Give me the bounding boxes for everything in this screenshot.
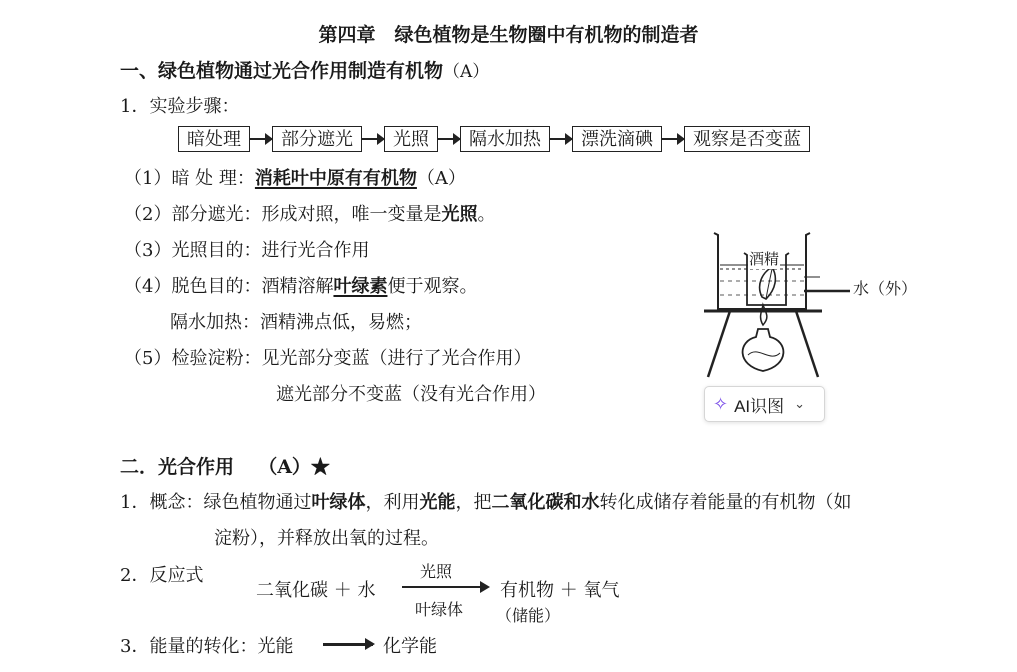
item-label: （1）暗 处 理：: [124, 168, 255, 189]
arrow-right-icon: [662, 138, 684, 140]
step-box: 观察是否变蓝: [684, 126, 810, 152]
item-suffix: （A）: [416, 168, 466, 189]
section1-heading-text: 一、绿色植物通过光合作用制造有机物: [120, 60, 444, 82]
energy-to: 化学能: [383, 636, 437, 657]
energy-from: 光能: [257, 636, 294, 657]
figure-label-water: 水（外）: [853, 279, 918, 298]
item-label: （3）光照目的：: [124, 240, 262, 261]
item-text: 形成对照，唯一变量是: [261, 204, 442, 225]
item-4: [124, 272, 477, 298]
concept-text: ，利用: [365, 492, 420, 513]
equation-note: （储能）: [496, 606, 561, 625]
chapter-title: 第四章 绿色植物是生物圈中有机物的制造者: [318, 24, 699, 46]
item-label: （2）部分遮光：: [124, 204, 262, 225]
item-water-heating: [170, 308, 422, 334]
item-suffix: 。: [477, 204, 496, 225]
sparkle-icon: ✧: [713, 393, 729, 414]
item-5: [124, 344, 531, 370]
section2-grade: （A）★: [258, 456, 330, 478]
step-box: 隔水加热: [460, 126, 550, 152]
experiment-steps-flow: [178, 124, 810, 154]
item-label: （4）脱色目的：: [124, 276, 262, 297]
item-2: [124, 200, 495, 226]
figure-label-alcohol: 酒精: [749, 250, 780, 268]
item-suffix: 便于观察。: [387, 276, 478, 297]
item-1: [124, 164, 466, 190]
section2-heading: [120, 452, 330, 479]
step-box: 光照: [384, 126, 438, 152]
item-3: [124, 236, 369, 262]
energy-line: [120, 632, 293, 658]
energy-arrow-icon: [323, 643, 373, 646]
arrow-right-icon: [250, 138, 272, 140]
step-box: 漂洗滴碘: [572, 126, 662, 152]
item-text: 酒精沸点低，易燃；: [260, 312, 422, 333]
item-label: 隔水加热：: [170, 312, 260, 333]
equation-condition-above: 光照: [420, 562, 453, 581]
equation-right: 有机物 ＋ 氧气: [500, 580, 620, 601]
concept-label: 1．概念：: [120, 492, 204, 513]
item-text: 消耗叶中原有有机物: [254, 168, 417, 189]
section2-heading-text: 二．光合作用: [120, 456, 235, 478]
item-text: 见光部分变蓝（进行了光合作用）: [261, 348, 532, 369]
reaction-arrow-icon: [402, 586, 488, 588]
item-5-line2: 遮光部分不变蓝（没有光合作用）: [276, 384, 546, 405]
section1-heading: [120, 56, 489, 83]
concept-bold: 二氧化碳和水: [491, 492, 600, 513]
concept-text: 转化成储存着能量的有机物（如: [599, 492, 852, 513]
arrow-right-icon: [362, 138, 384, 140]
concept-line-2: 淀粉），并释放出氧的过程。: [214, 528, 439, 549]
concept-bold: 叶绿体: [311, 492, 366, 513]
item-text: 酒精溶解: [261, 276, 334, 297]
arrow-right-icon: [438, 138, 460, 140]
equation-label: 2．反应式: [120, 565, 204, 586]
concept-text: ，把: [455, 492, 492, 513]
ai-button-label: AI识图: [734, 396, 785, 416]
concept-text: 绿色植物通过: [203, 492, 312, 513]
equation-condition-below: 叶绿体: [415, 600, 464, 619]
energy-label: 3．能量的转化：: [120, 636, 258, 657]
item-bold: 叶绿素: [333, 276, 388, 297]
step-box: 部分遮光: [272, 126, 362, 152]
water-bath-figure: [700, 225, 930, 390]
ai-image-recognition-button[interactable]: [704, 386, 825, 422]
item-label: （5）检验淀粉：: [124, 348, 262, 369]
section1-grade: （A）: [443, 62, 490, 82]
step-box: 暗处理: [178, 126, 250, 152]
equation-left: 二氧化碳 ＋ 水: [256, 580, 376, 601]
arrow-right-icon: [550, 138, 572, 140]
steps-title: 1．实验步骤：: [120, 96, 240, 117]
item-bold: 光照: [441, 204, 478, 225]
chevron-down-icon[interactable]: ⌄: [794, 396, 806, 411]
item-text: 进行光合作用: [261, 240, 370, 261]
concept-line: [120, 488, 851, 514]
concept-bold: 光能: [419, 492, 456, 513]
